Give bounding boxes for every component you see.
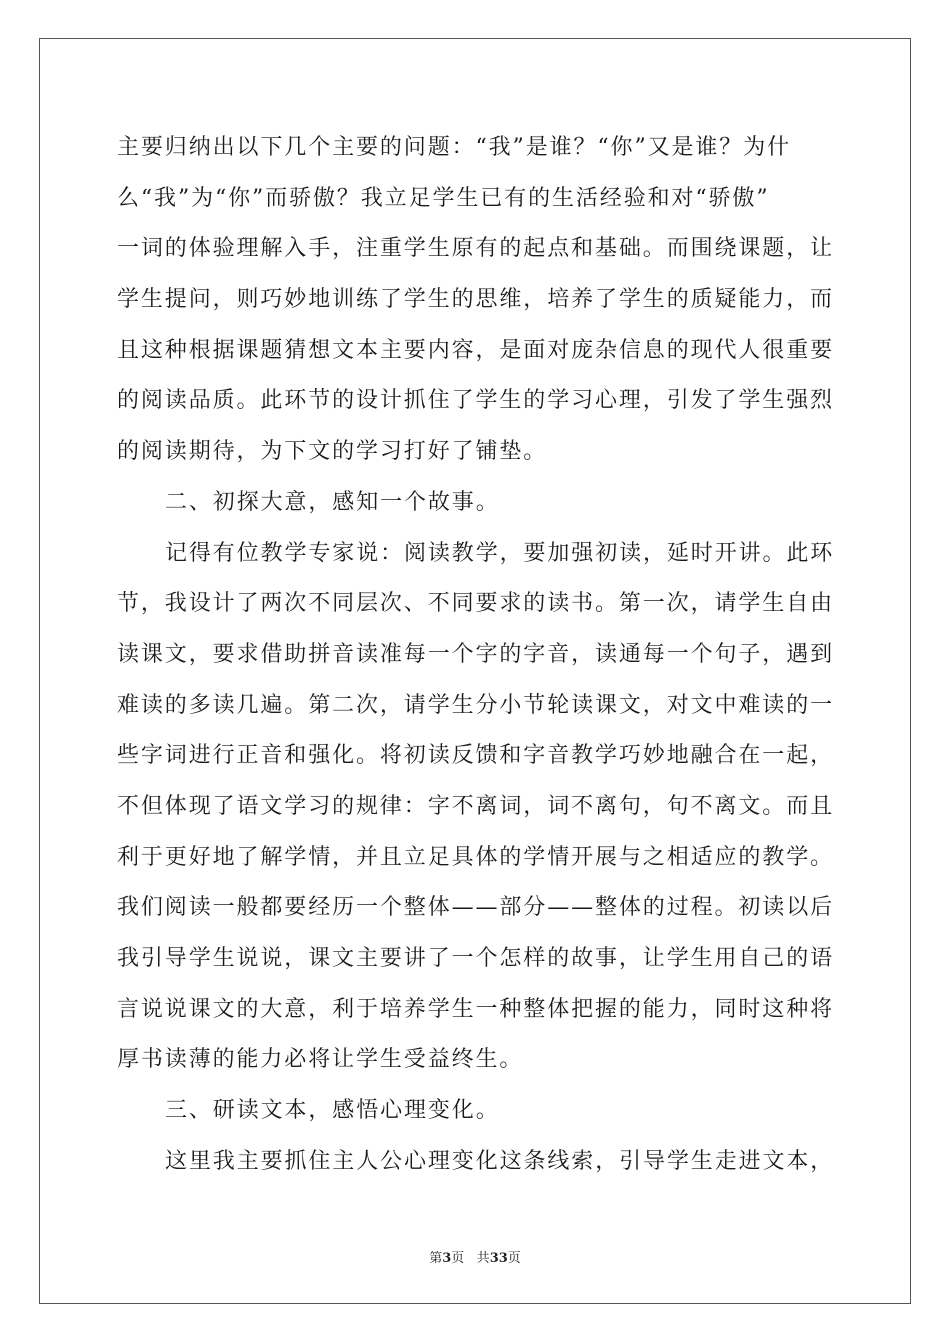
text-line: 一词的体验理解入手，注重学生原有的起点和基础。而围绕课题，让 <box>117 236 835 262</box>
text-line: 这里我主要抓住主人公心理变化这条线索，引导学生走进文本， <box>165 1148 835 1174</box>
footer-page-total: 33 <box>489 1251 508 1266</box>
paragraph <box>117 478 833 529</box>
footer-total-prefix: 共 <box>476 1251 490 1266</box>
paragraph <box>117 1086 833 1137</box>
text-line: 难读的多读几遍。第二次，请学生分小节轮读课文，对文中难读的一 <box>117 692 835 718</box>
text-line: 么“我”为“你”而骄傲？我立足学生已有的生活经验和对“骄傲” <box>117 185 770 211</box>
text-line: 厚书读薄的能力必将让学生受益终生。 <box>117 1047 524 1073</box>
text-line: 言说说课文的大意，利于培养学生一种整体把握的能力，同时这种将 <box>117 996 835 1022</box>
text-line: 节，我设计了两次不同层次、不同要求的读书。第一次，请学生自由 <box>117 591 835 617</box>
paragraph <box>117 1137 833 1188</box>
text-line: 利于更好地了解学情，并且立足具体的学情开展与之相适应的教学。 <box>117 844 835 870</box>
text-line: 我们阅读一般都要经历一个整体——部分——整体的过程。初读以后 <box>117 895 835 921</box>
text-line: 主要归纳出以下几个主要的问题：“我”是谁？“你”又是谁？为什 <box>117 135 791 160</box>
footer-page-current: 3 <box>442 1251 452 1266</box>
footer-total-unit: 页 <box>507 1251 521 1266</box>
paragraph <box>117 529 833 1087</box>
paragraph <box>117 123 833 478</box>
document-body <box>117 123 833 1187</box>
text-line: 学生提问，则巧妙地训练了学生的思维，培养了学生的质疑能力，而 <box>117 287 835 313</box>
text-line: 三、研读文本，感悟心理变化。 <box>165 1098 500 1124</box>
text-line: 不但体现了语文学习的规律：字不离词，词不离句，句不离文。而且 <box>117 793 835 819</box>
text-line: 读课文，要求借助拼音读准每一个字的字音，读通每一个句子，遇到 <box>117 641 835 667</box>
text-line: 记得有位教学专家说：阅读教学，要加强初读，延时开讲。此环 <box>165 540 835 566</box>
text-line: 的阅读品质。此环节的设计抓住了学生的学习心理，引发了学生强烈 <box>117 388 835 414</box>
page-footer <box>0 1247 950 1266</box>
text-line: 的阅读期待，为下文的学习打好了铺垫。 <box>117 439 548 465</box>
footer-page-unit: 页 <box>451 1251 465 1266</box>
text-line: 些字词进行正音和强化。将初读反馈和字音教学巧妙地融合在一起， <box>117 743 835 769</box>
footer-page-prefix: 第 <box>429 1251 443 1266</box>
text-line: 二、初探大意，感知一个故事。 <box>165 489 500 515</box>
text-line: 我引导学生说说，课文主要讲了一个怎样的故事，让学生用自己的语 <box>117 946 835 971</box>
text-line: 且这种根据课题猜想文本主要内容，是面对庞杂信息的现代人很重要 <box>117 337 835 363</box>
